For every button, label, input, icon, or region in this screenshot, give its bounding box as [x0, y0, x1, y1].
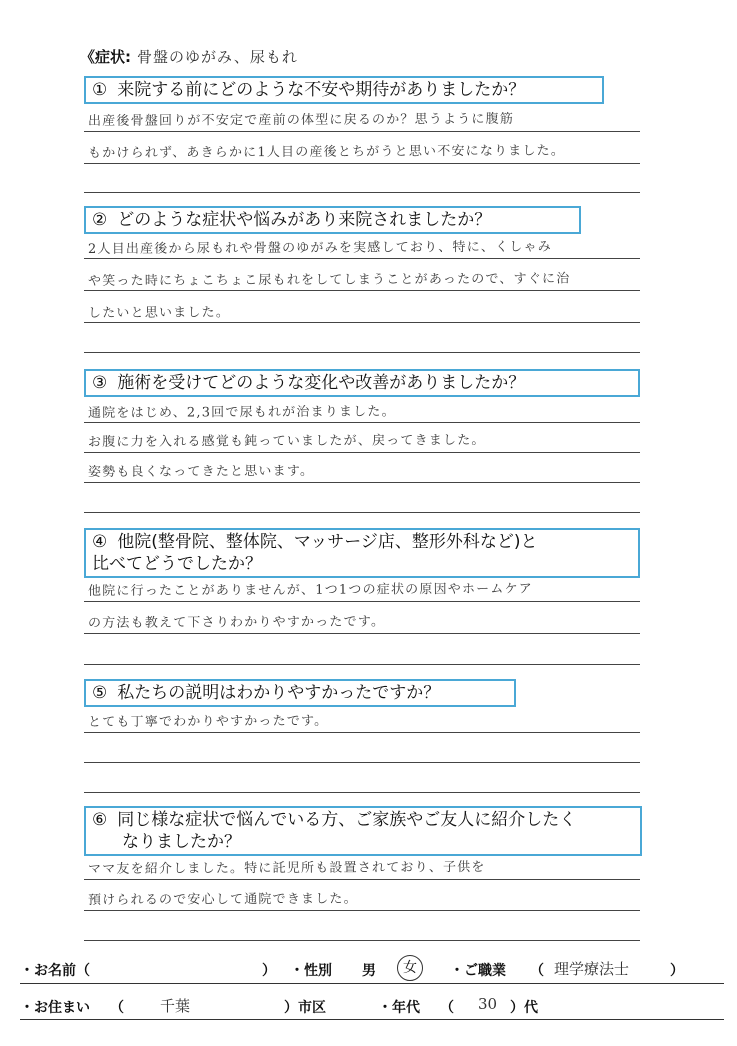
question-2: [84, 206, 581, 234]
answer-2-line-2: や笑った時にちょこちょこ尿もれをしてしまうことがあったので、すぐに治: [87, 271, 571, 289]
answer-rule: [84, 601, 640, 602]
question-text-cont: なりましたか？: [122, 832, 241, 852]
answer-rule: [84, 258, 640, 259]
address-close: ）市区: [284, 1000, 326, 1016]
question-4: [84, 528, 640, 578]
answer-rule: [84, 732, 640, 733]
question-1: [84, 76, 604, 104]
job-label: ・ご職業: [450, 963, 506, 979]
footer-rule: [20, 1019, 724, 1020]
age-open: （: [440, 1000, 454, 1016]
age-label: ・年代: [378, 1000, 420, 1016]
age-value-wrap: [478, 995, 497, 1013]
gender-female-option: [397, 955, 423, 981]
answer-4-line-1: 他院に行ったことがありませんが、1つ1つの症状の原因やホームケア: [87, 581, 533, 599]
question-3: [84, 369, 640, 397]
answer-1-line-1: 出産後骨盤回りが不安定で産前の体型に戻るのか？思うように腹筋: [87, 111, 515, 129]
symptom-label: 《症状:: [80, 48, 131, 66]
question-number: ⑥: [92, 810, 108, 830]
answer-3-line-1: 通院をはじめ、2,3回で尿もれが治まりました。: [87, 404, 396, 421]
answer-2-line-3: したいと思いました。: [87, 305, 231, 321]
answer-5-line-1: とても丁寧でわかりやすかったです。: [87, 713, 329, 730]
answer-rule: [84, 940, 640, 941]
question-text: 私たちの説明はわかりやすかったですか？: [117, 683, 441, 703]
answer-4-line-2: の方法も教えて下さりわかりやすかったです。: [87, 614, 386, 631]
answer-rule: [84, 290, 640, 291]
answer-rule: [84, 512, 640, 513]
answer-2-line-1: 2人目出産後から尿もれや骨盤のゆがみを実感しており、特に、くしゃみ: [87, 239, 552, 257]
age-close: ）代: [510, 1000, 538, 1016]
question-number: ②: [92, 210, 108, 230]
answer-rule: [84, 910, 640, 911]
job-close: ）: [670, 963, 684, 979]
answer-rule: [84, 792, 640, 793]
answer-rule: [84, 131, 640, 132]
question-text: 施術を受けてどのような変化や改善がありましたか？: [117, 373, 526, 393]
answer-rule: [84, 879, 640, 880]
job-value: 理学療法士: [554, 960, 630, 978]
question-text: 来院する前にどのような不安や期待がありましたか？: [117, 80, 526, 100]
answer-6-line-2: 預けられるので安心して通院できました。: [87, 891, 358, 908]
answer-rule: [84, 664, 640, 665]
age-value: 30: [478, 995, 498, 1013]
answer-rule: [84, 452, 640, 453]
answer-rule: [84, 163, 640, 164]
name-close: ）: [262, 963, 276, 979]
symptom-line: [80, 46, 298, 67]
address-value-wrap: [160, 995, 190, 1016]
address-label: ・お住まい: [20, 1000, 90, 1016]
address-open: （: [110, 1000, 124, 1016]
answer-rule: [84, 422, 640, 423]
job-value-wrap: [554, 958, 629, 979]
answer-rule: [84, 633, 640, 634]
answer-3-line-3: 姿勢も良くなってきたと思います。: [87, 463, 315, 480]
question-5: [84, 679, 516, 707]
gender-label: ・性別: [290, 963, 332, 979]
question-text: 他院(整骨院、整体院、マッサージ店、整形外科など)と: [117, 532, 538, 552]
answer-rule: [84, 352, 640, 353]
address-value: 千葉: [160, 997, 191, 1015]
question-number: ⑤: [92, 683, 108, 703]
job-open: （: [530, 963, 544, 979]
answer-rule: [84, 762, 640, 763]
question-number: ①: [92, 80, 108, 100]
question-text: 同じ様な症状で悩んでいる方、ご家族やご友人に紹介したく: [117, 810, 577, 830]
answer-rule: [84, 322, 640, 323]
answer-rule: [84, 482, 640, 483]
answer-6-line-1: ママ友を紹介しました。特に託児所も設置されており、子供を: [87, 859, 486, 877]
name-label: ・お名前（: [20, 963, 90, 979]
gender-male: 男: [362, 963, 376, 979]
footer-rule: [20, 983, 724, 984]
gender-female-circled: 女: [397, 955, 423, 981]
question-number: ③: [92, 373, 108, 393]
symptom-value: 骨盤のゆがみ、尿もれ: [137, 48, 298, 66]
answer-3-line-2: お腹に力を入れる感覚も鈍っていましたが、戻ってきました。: [87, 432, 486, 450]
question-6: [84, 806, 642, 856]
question-text-cont: 比べてどうでしたか？: [92, 554, 262, 574]
question-number: ④: [92, 532, 108, 552]
answer-1-line-2: もかけられず、あきらかに1人目の産後とちがうと思い不安になりました。: [87, 143, 566, 161]
answer-rule: [84, 192, 640, 193]
question-text: どのような症状や悩みがあり来院されましたか？: [117, 210, 492, 230]
